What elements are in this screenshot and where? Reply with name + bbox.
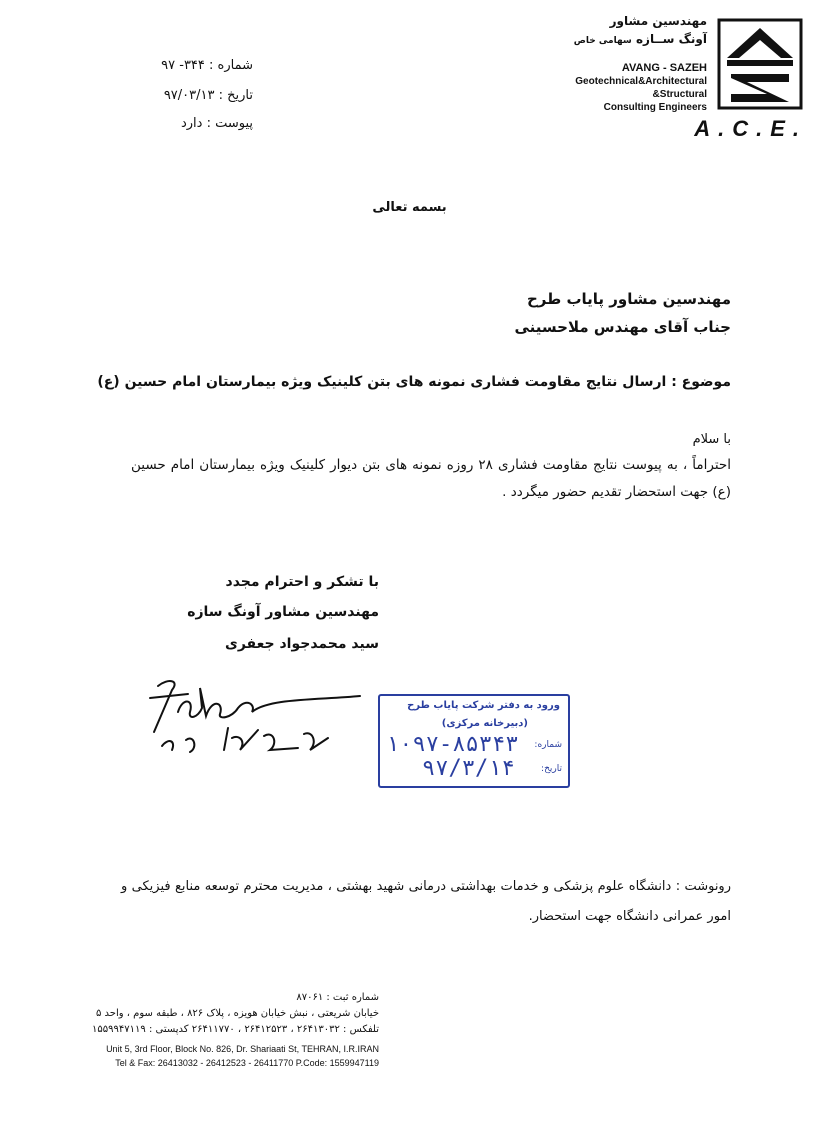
company-name-en: AVANG - SAZEH: [621, 62, 707, 74]
closing-regards: با تشکر و احترام مجدد: [225, 574, 379, 590]
recipient-person: جناب آقای مهندس ملاحسینی: [514, 318, 731, 336]
footer-registration: شماره ثبت : ۸۷۰۶۱: [296, 992, 379, 1003]
stamp-date-value: ۹۷/۳/۱۴: [422, 756, 515, 781]
stamp-subtitle: (دبیرخانه مرکزی): [441, 718, 528, 729]
company-desc-en-1: Geotechnical&Architectural: [575, 76, 707, 87]
stamp-number-label: شماره:: [534, 740, 562, 750]
footer-phones-fa: تلفکس : ۲۶۴۱۳۰۳۲ ، ۲۶۴۱۲۵۲۳ ، ۲۶۴۱۱۷۷۰ کدپستی : ۱۵۵۹۹۴۷۱۱۹: [92, 1024, 379, 1035]
company-name-fa: مهندسین مشاور: [609, 14, 707, 28]
company-desc-en-3: Consulting Engineers: [603, 102, 707, 113]
footer-address-en: Unit 5, 3rd Floor, Block No. 826, Dr. Shariaati St, TEHRAN, I.R.IRAN: [106, 1044, 379, 1054]
company-english-block: [575, 62, 707, 114]
stamp-title: ورود به دفتر شرکت پایاب طرح: [407, 700, 560, 711]
company-type-fa: سهامی خاص: [573, 36, 632, 46]
basmala: بسمه تعالی: [372, 200, 447, 215]
company-desc-en-2: &Structural: [652, 89, 707, 100]
closing-company: مهندسین مشاور آونگ سازه: [187, 604, 379, 620]
handwritten-signature-icon: [128, 668, 368, 768]
carbon-copy: رونوشت : دانشگاه علوم پزشکی و خدمات بهداشتی درمانی شهید بهشتی ، مدیریت محترم توسعه منابع فیزیکی و امور عمرانی دانشگاه جهت استحضار.: [121, 879, 731, 924]
footer-address-fa: خیابان شریعتی ، نبش خیابان هویزه ، پلاک ۸۲۶ ، طبقه سوم ، واحد ۵: [95, 1008, 379, 1019]
recipient-company: مهندسین مشاور پایاب طرح: [526, 290, 731, 308]
stamp-number-value: ۱۰۹۷-۸۵۳۴۳: [386, 732, 519, 757]
letter-subject: موضوع : ارسال نتایج مقاومت فشاری نمونه های بتن کلینیک ویژه بیمارستان امام حسین (ع): [97, 374, 731, 390]
company-brand-fa: آونگ ســازه: [635, 32, 707, 46]
letter-number: شماره : ۳۴۴- ۹۷: [161, 58, 253, 73]
incoming-stamp: [378, 694, 570, 788]
stamp-date-label: تاریخ:: [541, 764, 562, 774]
signer-name: سید محمدجواد جعفری: [224, 636, 379, 652]
letter-body: احتراماً ، به پیوست نتایج مقاومت فشاری ۲۸ روزه نمونه های بتن دیوار کلینیک ویژه بیمارستان امام حسین (ع) جهت استحضار تقدیم حضور میگردد .: [131, 457, 731, 500]
company-name-fa-line2: [574, 32, 707, 46]
footer-phones-en: Tel & Fax: 26413032 - 26412523 - 26411770 P.Code: 1559947119: [115, 1058, 379, 1068]
letter-attachment: پیوست : دارد: [180, 116, 253, 131]
company-abbreviation: A.C.E.: [694, 116, 807, 141]
letter-date: تاریخ : ۹۷/۰۳/۱۳: [163, 88, 253, 103]
greeting: با سلام: [692, 432, 731, 447]
ace-logo-icon: [717, 18, 803, 110]
